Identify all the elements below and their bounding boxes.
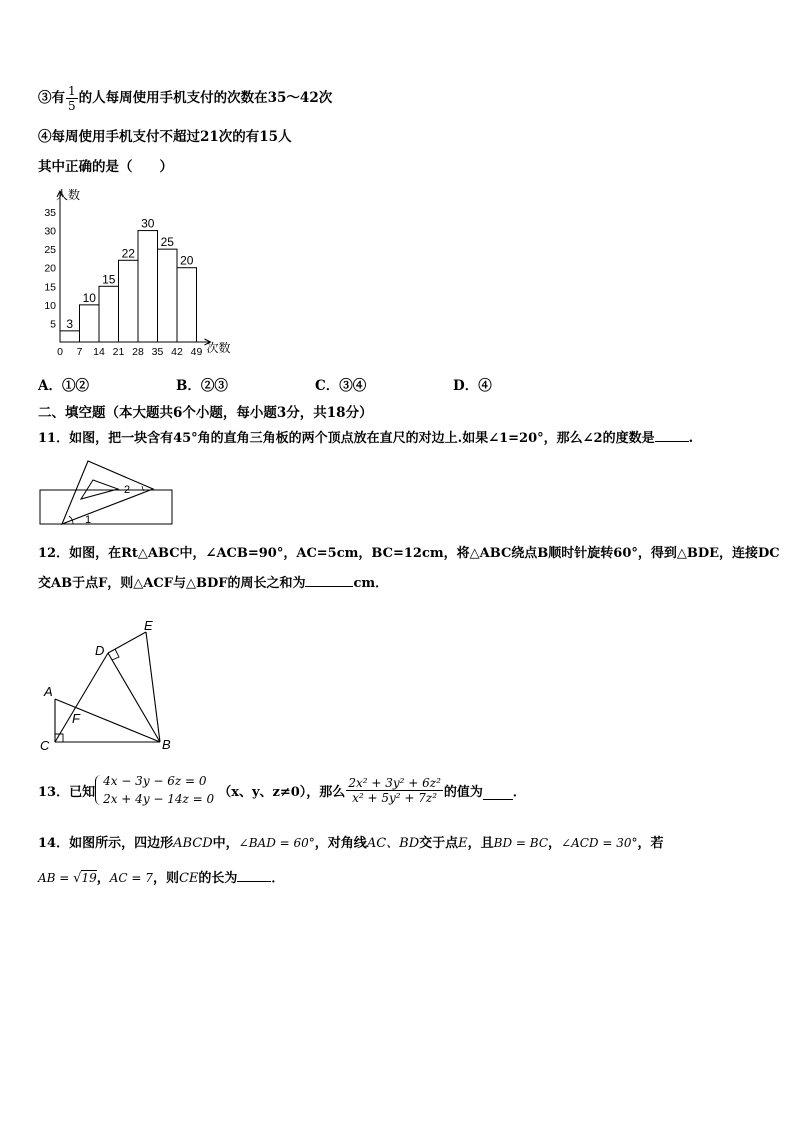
question-13: 13．已知 4x − 3y − 6z = 0 2x + 4y − 14z = 0 （x、y、z≠0），那么 $\frac{\text{2x² + 3y² + 6z²}}{\text{x² + 5y² + 7z²}}$ 的值为 ． <box>38 774 526 806</box>
triangle-outer <box>62 461 153 524</box>
question-12-line1: 12．如图，在Rt△ABC中，∠ACB=90°，AC=5cm，BC=12cm，将△ABC绕点B顺时针旋转60°，得到△BDE，连接DC <box>38 546 780 561</box>
ratio-fraction: $\frac{\text{2x² + 3y² + 6z²}}{\text{x² + 5y² + 7z²}}$ <box>348 775 441 805</box>
histogram-bar <box>138 231 158 342</box>
equation-system <box>95 772 214 808</box>
question-11: 11．如图，把一块含有45°角的直角三角板的两个顶点放在直尺的对边上.如果∠1=20°，那么∠2的度数是 . <box>38 431 694 446</box>
section-heading: 二、填空题（本大题共6个小题，每小题3分，共18分） <box>38 405 373 421</box>
bar-value-label: 22 <box>121 246 135 261</box>
question-11-text: 11．如图，把一块含有45°角的直角三角板的两个顶点放在直尺的对边上.如果∠1=20°，那么∠2的度数是 <box>38 431 655 446</box>
y-tick-label: 10 <box>44 299 56 312</box>
statement-3-suffix: 的人每周使用手机支付的次数在35～42次 <box>78 90 333 106</box>
y-tick-label: 15 <box>44 281 56 294</box>
x-axis-label: 次数 <box>206 341 231 355</box>
x-tick-label: 28 <box>132 346 144 358</box>
bar-value-label: 3 <box>66 316 74 331</box>
answer-blank-14[interactable] <box>237 869 271 882</box>
y-tick-label: 30 <box>44 225 56 238</box>
y-axis-label: 人数 <box>56 188 81 202</box>
answer-blank-11[interactable] <box>655 429 689 442</box>
rotation-figure <box>36 615 186 757</box>
point-E: E <box>144 618 153 633</box>
fraction-denominator: 5 <box>68 99 76 113</box>
bar-value-label: 20 <box>180 253 194 268</box>
histogram-bar <box>119 260 139 342</box>
bar-value-label: 25 <box>160 235 174 250</box>
question-14-line2: AB = √19，AC = 7，则CE的长为 ． <box>38 871 285 886</box>
bar-value-label: 15 <box>102 272 116 287</box>
histogram-bar <box>60 331 80 342</box>
angle-1-label: 1 <box>85 514 92 526</box>
statement-4: ④每周使用手机支付不超过21次的有15人 <box>38 129 292 145</box>
x-tick-label: 42 <box>171 346 183 358</box>
point-B: B <box>162 737 171 752</box>
angle-2-label: 2 <box>124 484 131 496</box>
question-12-line2: 交AB于点F，则△ACF与△BDF的周长之和为 cm． <box>38 576 389 591</box>
option-a[interactable]: A．①② <box>38 378 89 394</box>
question-text: 其中正确的是（ ） <box>38 159 173 175</box>
statement-3 <box>38 84 332 113</box>
y-tick-label: 25 <box>44 244 56 257</box>
histogram-bar <box>158 249 178 342</box>
answer-blank-13[interactable] <box>483 787 513 800</box>
equation-2: 2x + 4y − 14z = 0 <box>103 792 215 806</box>
x-tick-label: 21 <box>112 346 125 358</box>
equation-1: 4x − 3y − 6z = 0 <box>103 774 207 788</box>
ruler-triangle-figure <box>38 458 178 528</box>
fraction-one-fifth <box>66 84 78 113</box>
fraction-numerator: 1 <box>68 84 76 98</box>
x-tick-label: 49 <box>190 346 203 358</box>
option-c[interactable]: C．③④ <box>315 378 367 394</box>
histogram-chart <box>30 183 240 358</box>
histogram-bar <box>99 286 119 342</box>
statement-3-prefix: ③有 <box>38 90 65 106</box>
x-tick-label: 7 <box>76 346 83 358</box>
x-tick-label: 0 <box>57 346 63 358</box>
bar-value-label: 10 <box>82 290 96 305</box>
point-C: C <box>40 738 50 753</box>
y-tick-label: 20 <box>44 262 56 275</box>
x-tick-label: 14 <box>93 346 105 358</box>
histogram-bar <box>177 268 197 342</box>
bar-value-label: 30 <box>141 216 155 231</box>
y-tick-label: 35 <box>44 207 56 219</box>
point-D: D <box>95 643 105 658</box>
x-tick-label: 35 <box>151 346 164 358</box>
option-d[interactable]: D．④ <box>453 378 492 394</box>
option-b[interactable]: B．②③ <box>176 378 228 394</box>
y-tick-label: 5 <box>50 318 56 331</box>
histogram-bar <box>80 305 100 342</box>
point-A: A <box>44 684 53 699</box>
point-F: F <box>72 711 80 726</box>
answer-blank-12[interactable] <box>305 574 353 587</box>
question-14-line1: 14．如图所示，四边形ABCD中，∠BAD = 60°，对角线AC、BD交于点E，且BD = BC，∠ACD = 30°，若 <box>38 836 664 851</box>
